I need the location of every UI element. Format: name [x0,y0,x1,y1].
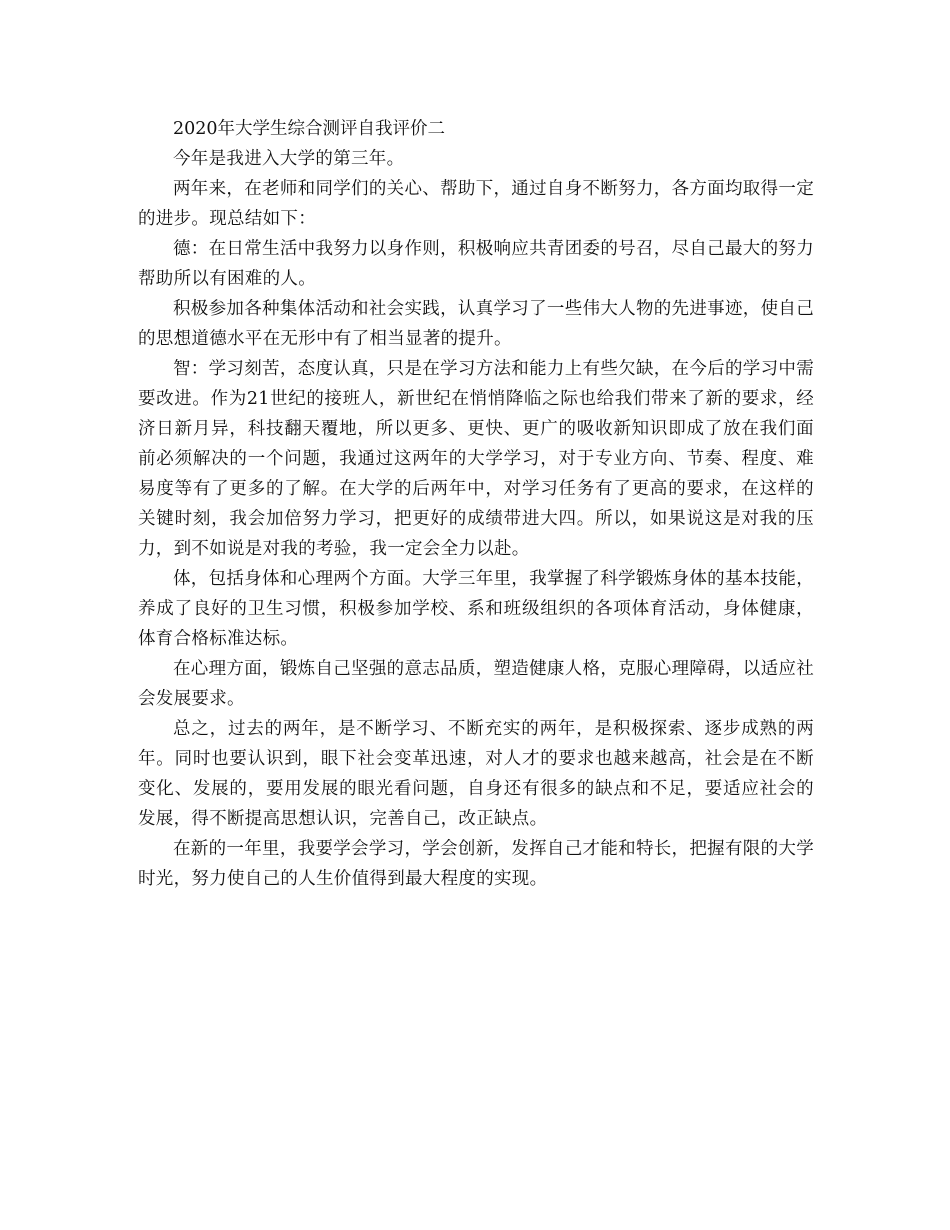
document-page [138,114,814,894]
paragraph-psychology: 在心理方面，锻炼自己坚强的意志品质，塑造健康人格，克服心理障碍，以适应社会发展要求。 [138,659,814,709]
document-title: 2020年大学生综合测评自我评价二 [173,119,446,139]
paragraph-overview: 两年来，在老师和同学们的关心、帮助下，通过自身不断努力，各方面均取得一定的进步。现总结如下： [138,179,814,229]
paragraph-intro: 今年是我进入大学的第三年。 [173,149,405,169]
paragraph-physical: 体，包括身体和心理两个方面。大学三年里，我掌握了科学锻炼身体的基本技能，养成了良好的卫生习惯，积极参加学校、系和班级组织的各项体育活动，身体健康，体育合格标准达标。 [138,569,814,649]
paragraph-intellect: 智：学习刻苦，态度认真，只是在学习方法和能力上有些欠缺，在今后的学习中需要改进。作为21世纪的接班人，新世纪在悄悄降临之际也给我们带来了新的要求，经济日新月异，科技翻天覆地，所以更多、更快、更广的吸收新知识即成了放在我们面前必须解决的一个问题，我通过这两年的大学学习，对于专业方向、节奏、程度、难易度等有了更多的了解。在大学的后两年中，对学习任务有了更高的要求，在这样的关键时刻，我会加倍努力学习，把更好的成绩带进大四。所以，如果说这是对我的压力，到不如说是对我的考验，我一定会全力以赴。 [138,359,814,559]
paragraph-summary: 总之，过去的两年，是不断学习、不断充实的两年，是积极探索、逐步成熟的两年。同时也要认识到，眼下社会变革迅速，对人才的要求也越来越高，社会是在不断变化、发展的，要用发展的眼光看问题，自身还有很多的缺点和不足，要适应社会的发展，得不断提高思想认识，完善自己，改正缺点。 [138,719,814,829]
paragraph-morality: 德：在日常生活中我努力以身作则，积极响应共青团委的号召，尽自己最大的努力帮助所以有困难的人。 [138,239,814,289]
paragraph-new-year: 在新的一年里，我要学会学习，学会创新，发挥自己才能和特长，把握有限的大学时光，努力使自己的人生价值得到最大程度的实现。 [138,839,814,889]
paragraph-activities: 积极参加各种集体活动和社会实践，认真学习了一些伟大人物的先进事迹，使自己的思想道德水平在无形中有了相当显著的提升。 [138,299,814,349]
